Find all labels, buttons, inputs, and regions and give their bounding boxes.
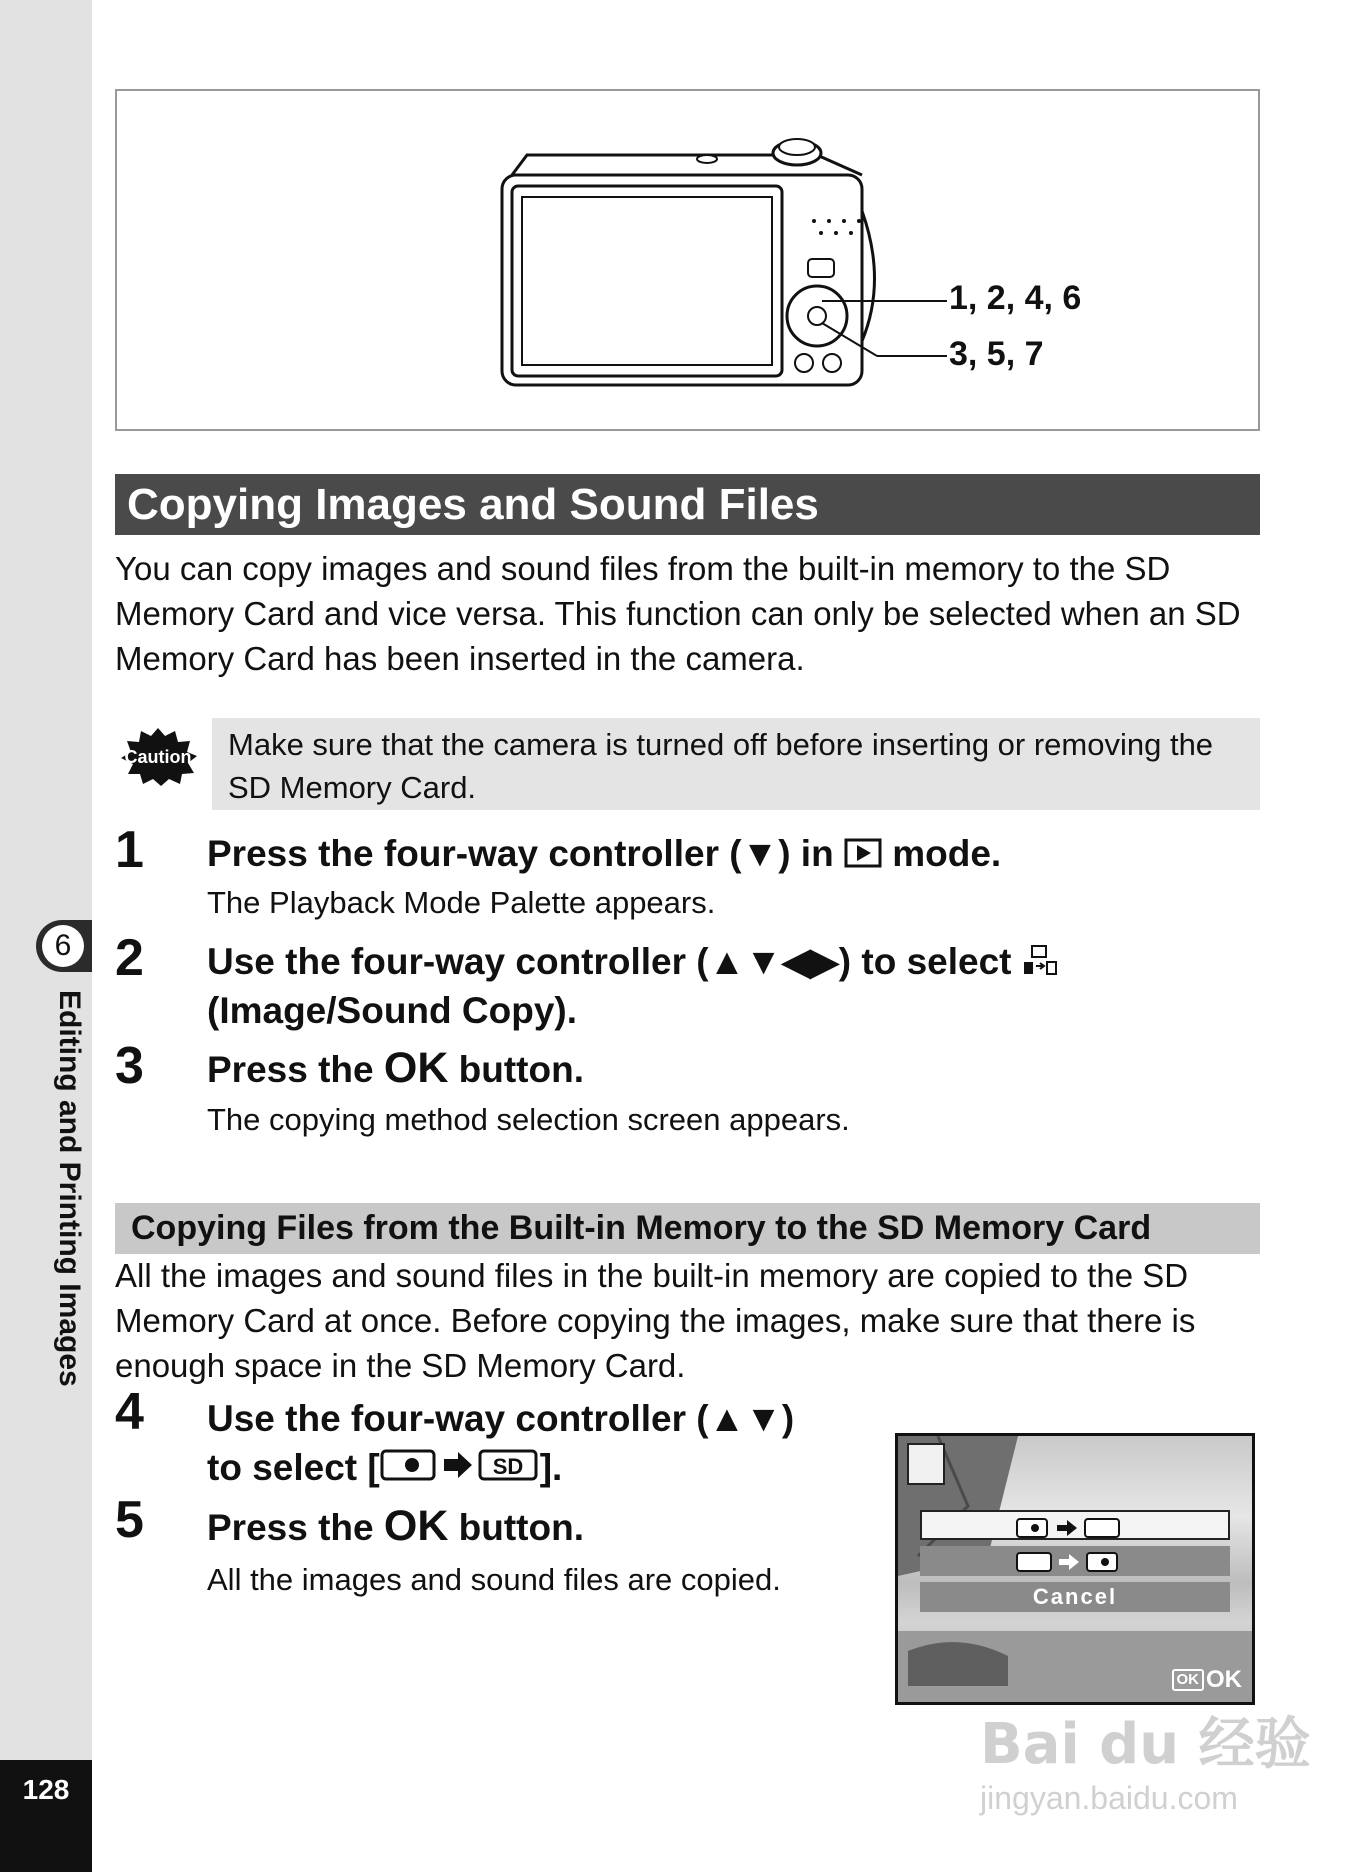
- chapter-number: 6: [42, 925, 84, 967]
- chapter-title: Editing and Printing Images: [53, 990, 86, 1387]
- callout-bottom: 3, 5, 7: [949, 335, 1044, 373]
- intro-paragraph: You can copy images and sound files from the built-in memory to the SD Memory Card and vice versa. This function can only be selected when an SD Memory Card has been inserted in the camera.: [115, 550, 1241, 677]
- lcd-option-sd-to-internal[interactable]: [920, 1546, 1230, 1576]
- step-4-title: [207, 1394, 887, 1492]
- lcd-ok-indicator: [1172, 1666, 1243, 1694]
- internal-to-sd-option-icon: [1015, 1517, 1135, 1539]
- step-1-description: The Playback Mode Palette appears.: [207, 885, 716, 920]
- image-sound-copy-icon: [1022, 944, 1058, 976]
- lcd-option-cancel[interactable]: Cancel: [920, 1582, 1230, 1612]
- caution-icon: [117, 726, 199, 786]
- baidu-watermark: [980, 1700, 1311, 1817]
- sd-card-label: SD: [492, 1454, 523, 1479]
- step-1-title-b: mode.: [892, 833, 1002, 874]
- step-2-title: [207, 937, 1058, 1035]
- copy-mode-icon: [908, 1444, 944, 1484]
- step-4-title-a: Use the four-way controller (▲▼): [207, 1398, 795, 1439]
- ok-label: OK: [1206, 1666, 1242, 1693]
- playback-icon: [844, 838, 882, 868]
- step-3-title: [207, 1044, 584, 1094]
- watermark-brand: Bai du 经验: [980, 1712, 1311, 1777]
- subsection-title: Copying Files from the Built-in Memory to the SD Memory Card: [115, 1203, 1260, 1254]
- step-4-title-b: to select [: [207, 1447, 380, 1488]
- step-4-number: 4: [115, 1383, 144, 1441]
- camera-illustration: [117, 91, 1258, 429]
- step-5-title: [207, 1502, 584, 1552]
- caution-box: Make sure that the camera is turned off before inserting or removing the SD Memory Card.: [212, 718, 1260, 810]
- ok-glyph: OK: [383, 1502, 449, 1550]
- step-1-number: 1: [115, 821, 144, 879]
- callout-top: 1, 2, 4, 6: [949, 279, 1082, 317]
- step-3-number: 3: [115, 1037, 144, 1095]
- step-5-title-b: button.: [458, 1507, 584, 1548]
- sd-to-internal-option-icon: [1015, 1551, 1135, 1573]
- subsection-paragraph: All the images and sound files in the built-in memory are copied to the SD Memory Card at once. Before copying the images, make sure that there is enough space in the SD Memory Card.: [115, 1257, 1196, 1384]
- step-2-number: 2: [115, 929, 144, 987]
- ok-glyph: OK: [383, 1044, 449, 1092]
- caution-icon-label: Caution: [124, 747, 192, 767]
- step-3-description: The copying method selection screen appears.: [207, 1102, 850, 1137]
- step-3-title-b: button.: [458, 1049, 584, 1090]
- section-title: Copying Images and Sound Files: [115, 474, 1260, 535]
- lcd-screen: [895, 1433, 1255, 1705]
- internal-to-sd-icon: [380, 1448, 540, 1482]
- page-number: 128: [22, 1774, 70, 1805]
- watermark-url: jingyan.baidu.com: [980, 1780, 1238, 1816]
- step-1-title: [207, 829, 1001, 878]
- step-1-title-a: Press the four-way controller (▼) in: [207, 833, 834, 874]
- step-5-title-a: Press the: [207, 1507, 374, 1548]
- step-4-title-c: ].: [539, 1447, 563, 1488]
- step-2-title-b: (Image/Sound Copy).: [207, 990, 577, 1031]
- lcd-option-internal-to-sd[interactable]: [920, 1510, 1230, 1540]
- camera-figure: [115, 89, 1260, 431]
- step-2-title-a: Use the four-way controller (▲▼◀▶) to select: [207, 941, 1012, 982]
- ok-badge: OK: [1172, 1669, 1205, 1691]
- step-3-title-a: Press the: [207, 1049, 374, 1090]
- step-5-number: 5: [115, 1491, 144, 1549]
- step-5-description: All the images and sound files are copied.: [207, 1562, 781, 1597]
